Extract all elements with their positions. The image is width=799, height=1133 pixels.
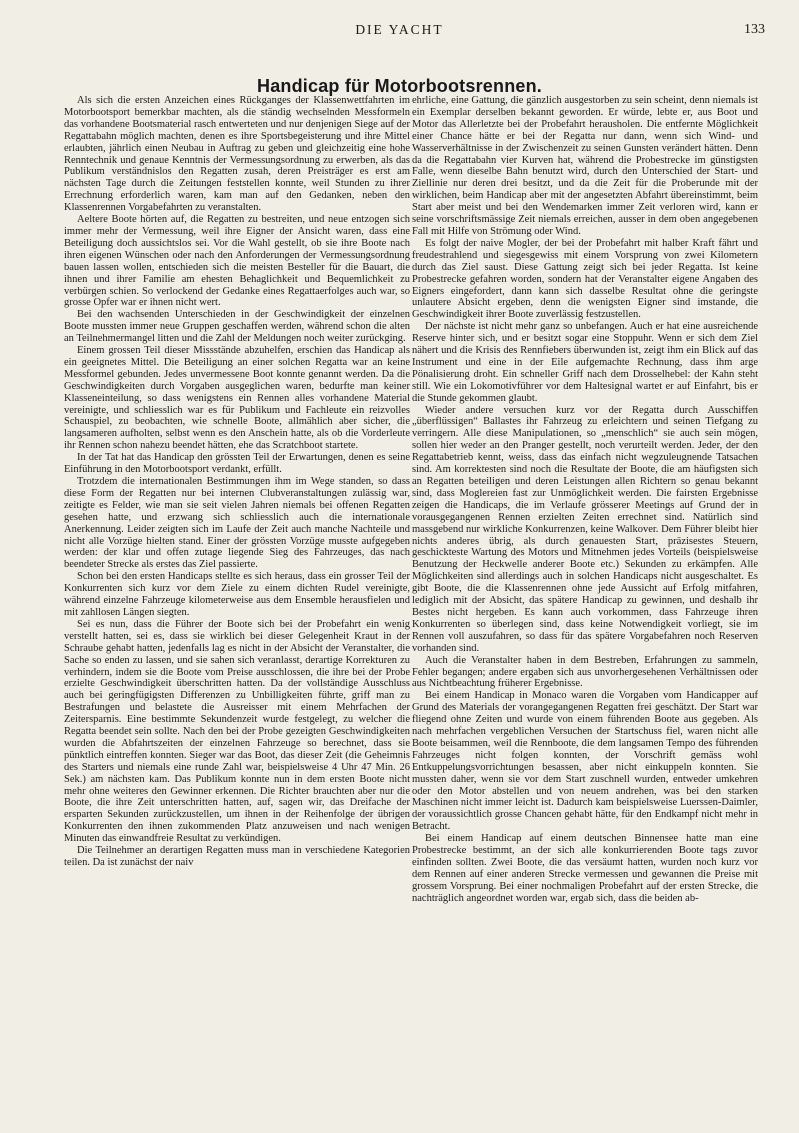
paragraph: Bei den wachsenden Unterschieden in der Geschwindigkeit der einzelnen Boote mussten immer neue Gruppen geschaffen werden, während schon die alten an Teilnehmermangel litten und die Zahl der Meldungen noch weiter zurückging. (64, 309, 410, 345)
paragraph: Es folgt der naive Mogler, der bei der Probefahrt mit halber Kraft fährt und freudestrahlend und siegesgewiss mit einem Vorsprung von zwei Kilometern durch das Ziel saust. Diese Gattung zeigt sich bei jeder Regatta. Ist keine Probestrecke gefahren worden, sondern hat der Veranstalter eigene Angaben des Eigners eingefordert, dann kann sich dasselbe Resultat ohne die geringste unlautere Absicht ergeben, denn die wenigsten Eigner sind imstande, die Geschwindigkeit ihrer Boote zuverlässig festzustellen. (412, 237, 758, 321)
paragraph: Sei es nun, dass die Führer der Boote sich bei der Probefahrt ein wenig verstellt hatten, sei es, dass sie wirklich bei dieser Gelegenheit Kraut in der Schraube gehabt hatten, jedenfalls lag es nicht in der Absicht der Veranstalter, die Sache so enden zu lassen, und sie sahen sich veranlasst, derartige Korrekturen zu verhindern, indem sie die Boote vom Preise ausschlossen, die ihre bei der Probe erzielte Geschwindigkeit überschritten hatten. Da der vollständige Ausschluss auch bei geringfügigsten Differenzen zu Unbilligkeiten führte, griff man zu Bestrafungen und belastete die Ausreisser mit einem Mehrfachen der Zeitersparnis. Eine bestimmte Sekundenzeit wurde festgelegt, zu welcher die Regatta beendet sein sollte. Nach den bei der Probe gezeigten Geschwindigkeiten wurden die Abfahrtszeiten der einzelnen Fahrzeuge so berechnet, dass sie pünktlich eintreffen konnten. Sieger war das Boot, das dieser Zeit (die Geheimnis des Starters und niemals eine runde Zahl war, beispielsweise 4 Uhr 47 Min. 26 Sek.) am nächsten kam. Das Publikum konnte nun in dem ersten Boote nicht mehr ohne weiteres den Gewinner erkennen. Die Richter brauchten aber nur die Boote, die ihre Zeit unterschritten hatten, auf, sagen wir, das Dreifache der ersparten Sekunden zurückzustellen, um ihnen in der Reihenfolge der übrigen Konkurrenten den ihnen zukommenden Platz anzuweisen und nach wenigen Minuten das einwandfreie Resultat zu verkündigen. (64, 618, 410, 845)
paragraph: Auch die Veranstalter haben in dem Bestreben, Erfahrungen zu sammeln, Fehler begangen; andere ergaben sich aus unvorhergesehenen Verhältnissen oder aus Nichtbeachtung früherer Ergebnisse. (412, 654, 758, 690)
paragraph: In der Tat hat das Handicap den grössten Teil der Erwartungen, denen es seine Einführung in den Motorbootsport verdankt, erfüllt. (64, 452, 410, 476)
paragraph: Bei einem Handicap auf einem deutschen Binnensee hatte man eine Probestrecke bestimmt, an der sich alle konkurrierenden Boote tags zuvor einfinden sollten. Zwei Boote, die das versäumt hatten, wurden noch kurz vor dem Rennen auf einer anderen Strecke vermessen und gewannen die Preise mit grossem Vorsprung. Bei einer nochmaligen Probefahrt auf der ersten Strecke, die nachträglich angeordnet worden war, ergab sich, dass die beiden ab- (412, 833, 758, 904)
journal-name: DIE YACHT (355, 22, 444, 37)
right-column (412, 95, 758, 905)
paragraph: Die Teilnehmer an derartigen Regatten muss man in verschiedene Kategorien teilen. Da ist zunächst der naiv (64, 845, 410, 868)
running-head (0, 22, 799, 44)
paragraph: Schon bei den ersten Handicaps stellte es sich heraus, dass ein grosser Teil der Konkurrenten sich kurz vor dem Ziele zu einem dichten Rudel vereinigte, während einzelne Fahrzeuge kilometerweise aus dem Ensemble herausfielen und mit zahllosen Längen siegten. (64, 571, 410, 618)
left-column (64, 95, 410, 869)
paragraph: Aeltere Boote hörten auf, die Regatten zu bestreiten, und neue entzogen sich immer mehr der Vermessung, weil ihre Eigner der Ansicht waren, dass eine Beteiligung doch aussichtslos sei. Vor die Wahl gestellt, ob sie ihre Boote nach ihren eigenen Wünschen oder nach den Anforderungen der Vermessungsordnung bauen lassen wollen, entschieden sich die meisten Besteller für die Bauart, die ihnen und ihrer Familie am ehesten Behaglichkeit und Bequemlichkeit zu verbürgen schien. So verlockend der Gedanke eines Regattaerfolges auch war, so grosse Opfer war er ihnen nicht wert. (64, 214, 410, 309)
paragraph: Der nächste ist nicht mehr ganz so unbefangen. Auch er hat eine ausreichende Reserve hinter sich, und er besitzt sogar eine Stoppuhr. Wenn er sich dem Ziel nähert und die Krisis des Rennfiebers überwunden ist, zeigt ihm ein Blick auf das Instrument und eine in der Eile aufgemachte Rechnung, dass ihm arge Pönalisierung droht. Ein schneller Griff nach dem Drosselhebel: der Kahn steht still. Wie ein Lokomotivführer vor dem Haltesignal wartet er auf Einfahrt, bis er die Stunde gekommen glaubt. (412, 321, 758, 404)
paragraph: ehrliche, eine Gattung, die gänzlich ausgestorben zu sein scheint, denn niemals ist ein Exemplar derselben bekannt geworden. Er würde, lebte er, aus Boot und Motor das Allerletzte bei der Probefahrt herausholen. Die entfernte Möglichkeit einer Chance hätte er bei der Regatta nur dann, wenn sich Wind- und Wasserverhältnisse in der Zwischenzeit zu seinen Gunsten verändert hätten. Denn da die Regattabahn vier Kurven hat, während die Probestrecke im günstigsten Falle, wenn dieselbe Bahn benutzt wird, durch den Unterschied der Start- und Ziellinie nur deren drei besitzt, und da die Zeit für die Proberunde mit der wirklichen, beim Handicap aber mit der angesetzten Abfahrt übereinstimmt, beim Start aber meist und bei den Wendemarken immer Zeit verloren wird, kann er seine vorschriftsmässige Zeit niemals erreichen, ausser in dem oben angegebenen Fall mit Hilfe von Strömung oder Wind. (412, 95, 758, 237)
paragraph: Als sich die ersten Anzeichen eines Rückganges der Klassenwettfahrten im Motorbootsport bemerkbar machten, als die ständig wechselnden Messformeln das vorhandene Bootsmaterial rasch entwerteten und nur denjenigen Siege auf der Regattabahn möglich machten, denen es ihre Sportsbegeisterung und ihre Mittel erlaubten, jährlich einen Neubau in Auftrag zu geben und gleichzeitig eine hohe Renntechnik und genaue Kenntnis der Vermessungsordnung zu erwerben, als das Publikum verständnislos den Regatten zusah, deren Preisträger es erst am nächsten Tage durch die Zeitungen feststellen konnte, weil Stunden zu ihrer Errechnung erforderlich waren, kam man auf den Gedanken, neben den Klassenrennen Vorgabefahrten zu veranstalten. (64, 95, 410, 214)
page-number: 133 (744, 22, 765, 37)
paragraph: Bei einem Handicap in Monaco waren die Vorgaben vom Handicapper auf Grund des Materials der vorangegangenen Regatten frei geschätzt. Der Start war fliegend ohne Zeiten und wurde von einem führenden Boote aus gegeben. Als nach mehrfachen vergeblichen Versuchen der Startschuss fiel, waren nicht alle Boote beisammen, weil die Rennboote, die dem langsamen Tempo des führenden Fahrzeuges nicht folgen konnten, der Vorschrift gemäss wohl Entkuppelungsvorrichtungen besassen, aber nicht einkuppeln konnten. Sie mussten daher, wenn sie vor dem Start zuschnell wurden, entweder umkehren oder den Motor abstellen und von neuem andrehen, was bei den starken Maschinen nicht immer leicht ist. Dadurch kam beispielsweise Luerssen-Daimler, der voraussichtlich grosse Chancen gehabt hätte, für den Endkampf nicht mehr in Betracht. (412, 690, 758, 833)
paragraph: Wieder andere versuchen kurz vor der Regatta durch Ausschiffen „überflüssigen“ Ballastes ihr Fahrzeug zu erleichtern und seinen Tiefgang zu verringern. Alle diese Manipulationen, so „menschlich“ sie auch sein mögen, sollen hier weder an den Pranger gestellt, noch verurteilt werden. Jeder, der den Regattabetrieb kennt, weiss, dass das einfach nicht wegzuleugnende Tatsachen sind. Am korrektesten sind noch die Resultate der Boote, die am häufigsten sich an Regatten beteiligen und deren Leistungen allen Richtern so genau bekannt sind, dass Moglereien fast zur Unmöglichkeit werden. Die fairsten Ergebnisse zeigen die Handicaps, die im Verlaufe grösserer Meetings auf Grund der in vorausgegangenen Rennen erzielten Zeiten errechnet sind. Natürlich sind massgebend nur wirkliche Konkurrenzen, keine Walkover. Dem Führer bleibt hier nichts anderes übrig, als durch genauesten Start, präzisestes Steuern, geschickteste Wartung des Motors und Mitnehmen jedes Vorteils (beispielsweise Benutzung der Heckwelle anderer Boote etc.) Sekunden zu erkämpfen. Alle Möglichkeiten sind allerdings auch in solchen Handicaps nicht ausgeschaltet. Es gibt Boote, die die Klassenrennen ohne jede Aussicht auf Erfolg mitfahren, lediglich mit der Absicht, das spätere Handicap zu gewinnen, und deshalb ihr Bestes nicht hergeben. Es kann auch vorkommen, dass Fahrzeuge ihren Konkurrenten so überlegen sind, dass keine Notwendigkeit vorliegt, sie im Rennen voll auszufahren, so dass für das spätere Vorgabefahren noch Reserven vorhanden sind. (412, 404, 758, 654)
paragraph: Einem grossen Teil dieser Missstände abzuhelfen, erschien das Handicap als ein geeignetes Mittel. Die Beteiligung an einer solchen Regatta war an keine Messformel gebunden. Jedes unvermessene Boot konnte genannt werden. Da die Geschwindigkeiten durch Vorgaben ausgeglichen waren, bedurfte man keiner Klasseneinteilung, so dass wenigstens ein Rennen alles vorhandene Material vereinigte, und schliesslich war es für Publikum und Fachleute ein reizvolles Schauspiel, zu beobachten, wie schnelle Boote, allmählich aber sicher, die langsameren aufholten, selbst wenn es den Anschein hatte, als ob die Vorderleute ihr Rennen schon nahezu beendet hätten, ehe das Scratchboot startete. (64, 345, 410, 452)
article-title: Handicap für Motorbootsrennen. (257, 76, 542, 97)
paragraph: Trotzdem die internationalen Bestimmungen ihm im Wege standen, so dass diese Form der Regatten nur bei internen Clubveranstaltungen zulässig war, zeitigte es Felder, wie man sie seit vielen Jahren niemals bei offenen Regatten gesehen hatte, und erzwang sich schliesslich auch die internationale Anerkennung. Leider zeigten sich im Laufe der Zeit auch manche Nachteile und nicht alle Vorzüge hielten stand. Einer der grössten Vorzüge musste aufgegeben werden: der klar und offen zutage liegende Sieg des Fahrzeuges, das nach beendeter Strecke als erstes das Ziel passierte. (64, 476, 410, 571)
